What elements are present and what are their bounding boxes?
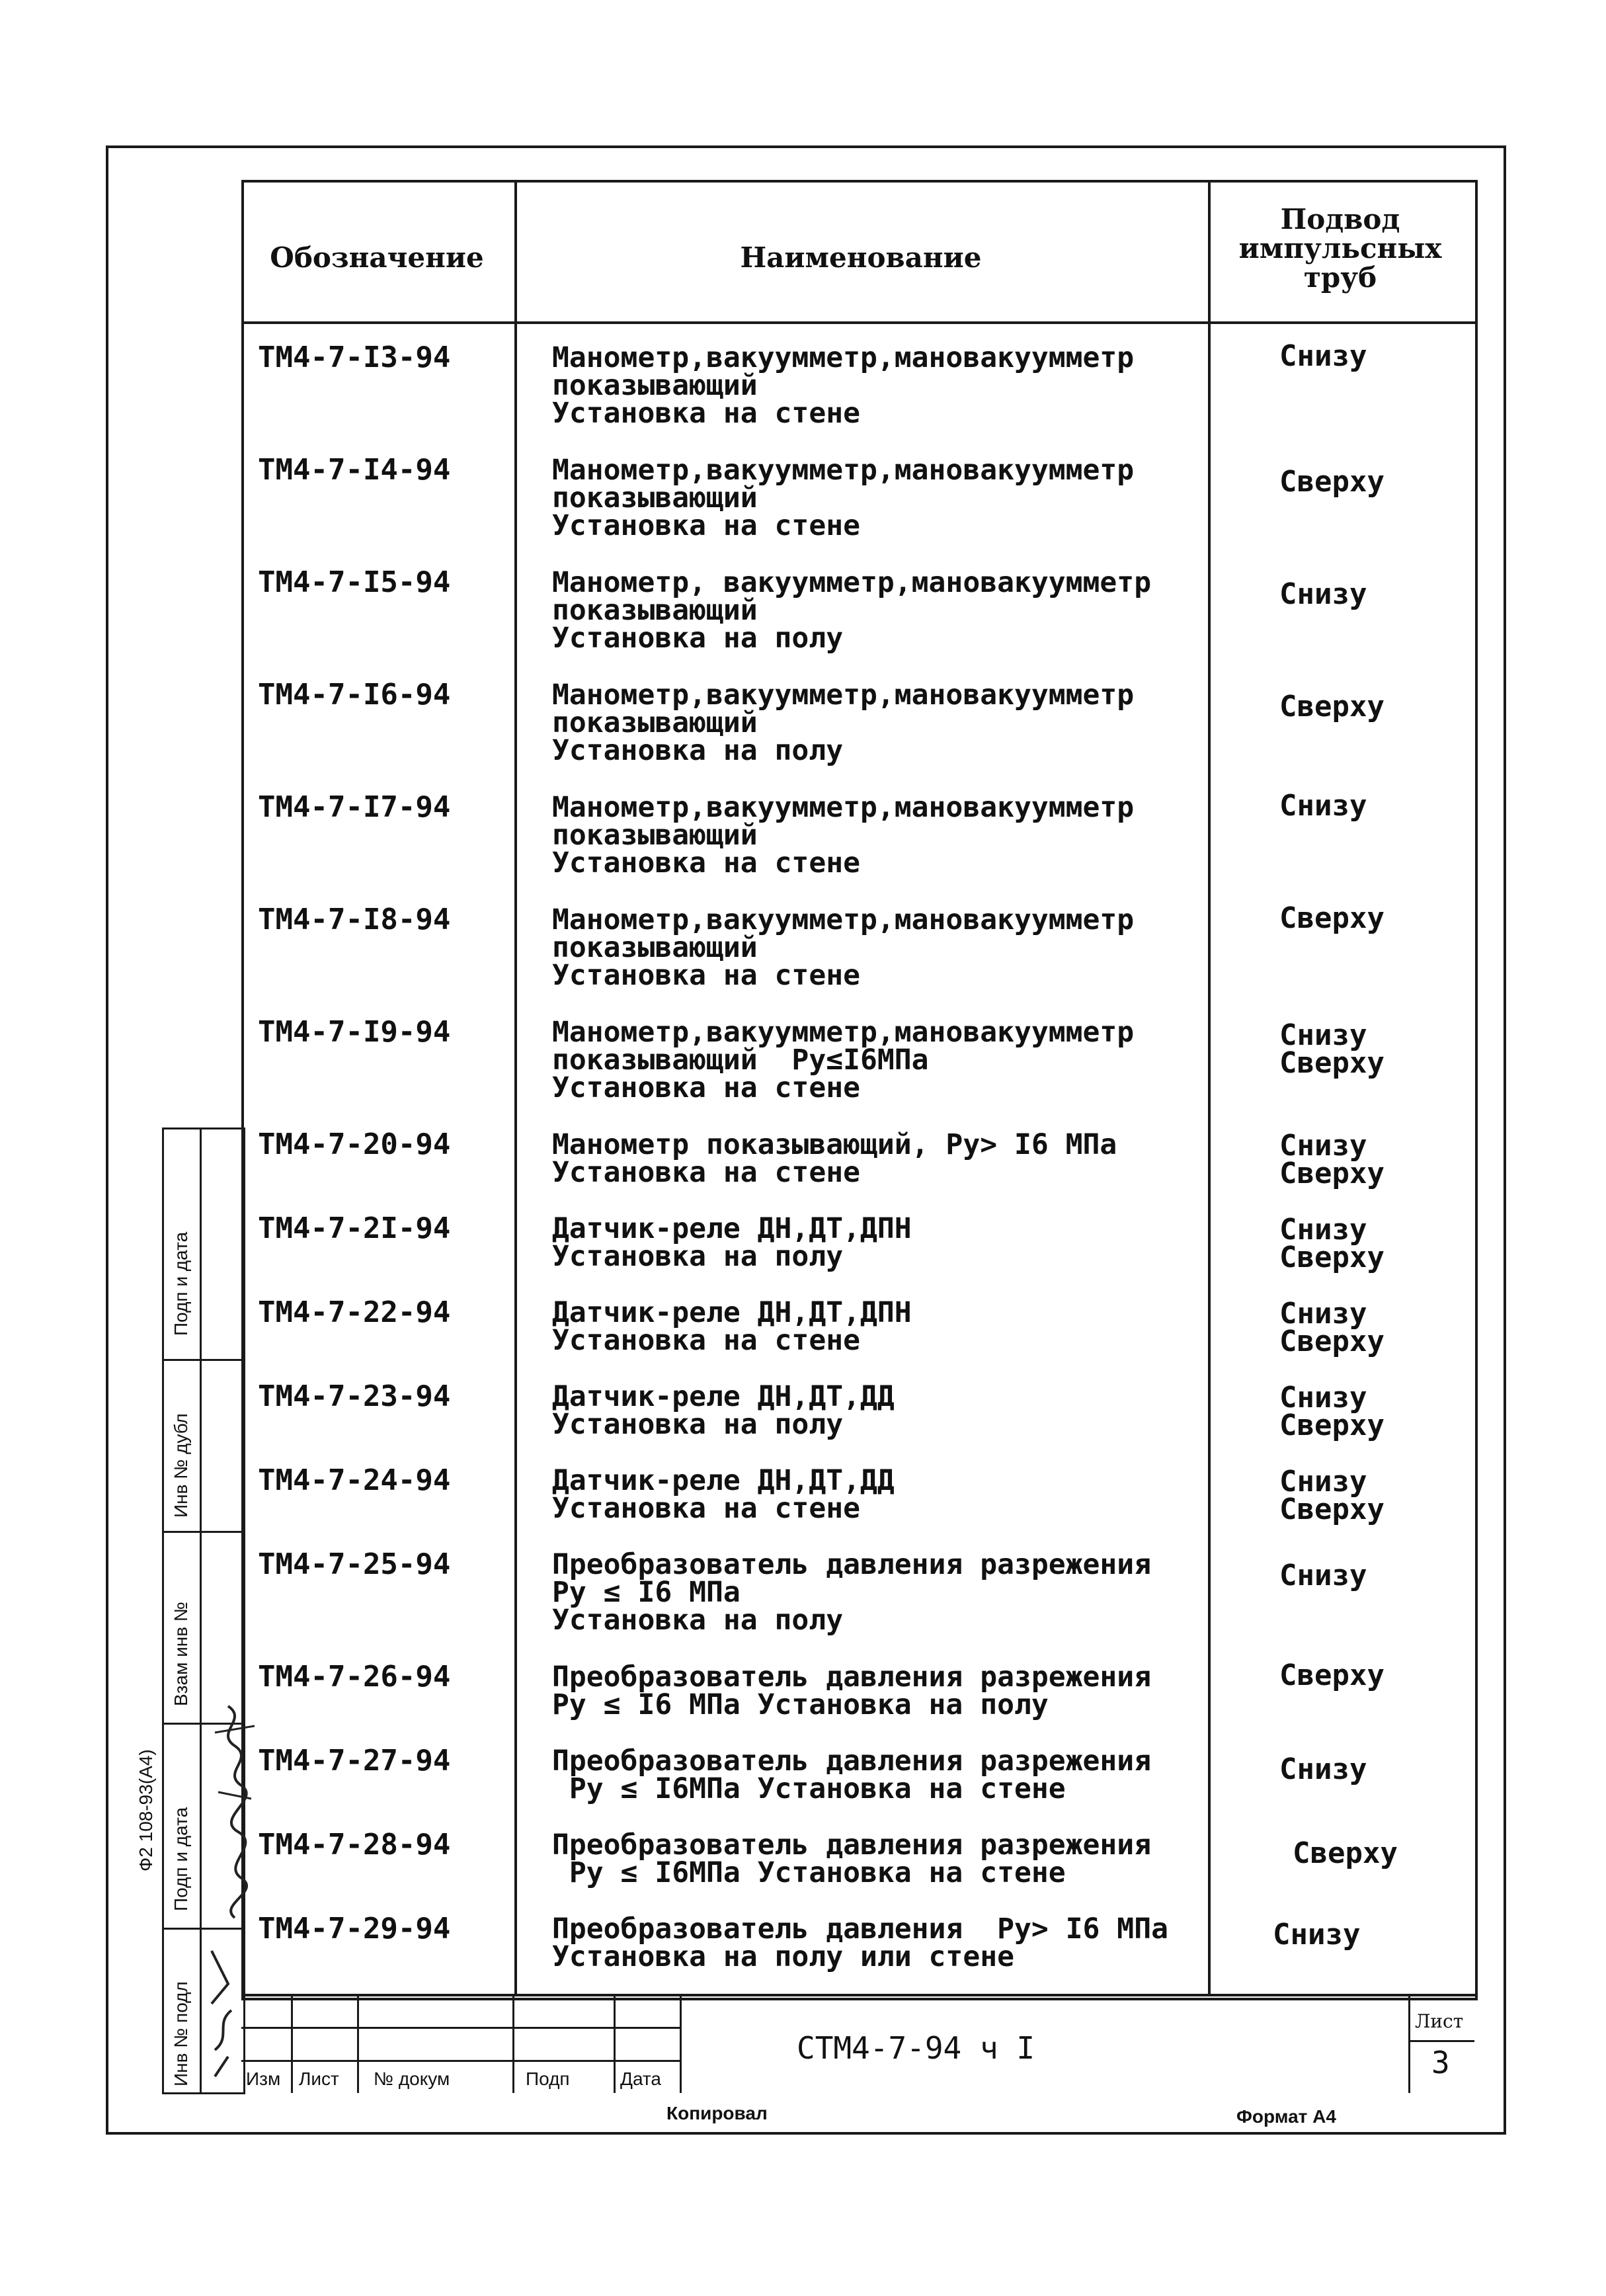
stamp-col-sheet xyxy=(1408,1994,1410,2093)
header-name: Наименование xyxy=(740,241,982,274)
row-name: Преобразователь давления разрежения Py ≤ I6 МПа Установка на полу xyxy=(552,1548,1152,1637)
row-supply: Снизу xyxy=(1279,577,1367,611)
stamp-izm-label: Изм xyxy=(246,2069,281,2089)
side-inv-dubl: Инв № дубл xyxy=(171,1413,191,1518)
row-name: Преобразователь давления разрежения Py ≤ I6 МПа Установка на полу xyxy=(552,1660,1152,1721)
row-supply: Снизу xyxy=(1273,1918,1361,1951)
footer-copied: Копировал xyxy=(666,2103,768,2123)
handwritten-number-mark xyxy=(202,1944,241,2083)
row-code: ТМ4-7-2I-94 xyxy=(258,1211,451,1245)
row-name: Манометр,вакуумметр,мановакуумметр показывающий Установка на полу xyxy=(552,678,1135,767)
row-code: ТМ4-7-26-94 xyxy=(258,1660,451,1694)
stamp-sheet-number: 3 xyxy=(1431,2045,1450,2080)
row-supply: Снизу xyxy=(1279,339,1367,373)
row-supply: Снизу Сверху xyxy=(1279,1381,1385,1442)
row-supply: Снизу Сверху xyxy=(1279,1129,1385,1190)
side-podp-data-top: Подп и дата xyxy=(171,1231,191,1336)
row-supply: Сверху xyxy=(1279,690,1385,723)
header-supply: Подвод импульсных труб xyxy=(1238,203,1442,294)
stamp-col-podp xyxy=(614,1994,616,2093)
stamp-list-label: Лист xyxy=(299,2069,339,2089)
row-supply: Снизу Сверху xyxy=(1279,1213,1385,1274)
side-strip-line-1 xyxy=(162,1359,243,1361)
side-strip-line-4 xyxy=(162,1928,243,1930)
stamp-podp-label: Подп xyxy=(526,2069,570,2089)
row-name: Преобразователь давления Py> I6 МПа Установка на полу или стене xyxy=(552,1912,1168,1973)
row-name: Манометр,вакуумметр,мановакуумметр показывающий Установка на стене xyxy=(552,341,1135,430)
row-name: Датчик-реле ДН,ДТ,ДПН Установка на полу xyxy=(552,1212,912,1273)
row-code: ТМ4-7-I9-94 xyxy=(258,1015,451,1049)
row-code: ТМ4-7-29-94 xyxy=(258,1912,451,1946)
stamp-col-izm xyxy=(291,1994,293,2093)
row-name: Датчик-реле ДН,ДТ,ДПН Установка на стене xyxy=(552,1296,912,1357)
row-supply: Снизу xyxy=(1279,1559,1367,1592)
row-supply: Снизу Сверху xyxy=(1279,1018,1385,1080)
row-code: ТМ4-7-20-94 xyxy=(258,1128,451,1161)
header-code: Обозначение xyxy=(270,241,484,274)
row-supply: Снизу xyxy=(1279,1752,1367,1786)
col-divider-2 xyxy=(1208,180,1211,1995)
row-name: Манометр,вакуумметр,мановакуумметр показывающий Установка на стене xyxy=(552,791,1135,880)
row-supply: Снизу Сверху xyxy=(1279,1465,1385,1526)
row-code: ТМ4-7-I6-94 xyxy=(258,678,451,712)
row-code: ТМ4-7-25-94 xyxy=(258,1547,451,1581)
stamp-col-date xyxy=(680,1994,682,2093)
row-code: ТМ4-7-24-94 xyxy=(258,1463,451,1497)
row-code: ТМ4-7-22-94 xyxy=(258,1295,451,1329)
row-name: Манометр,вакуумметр,мановакуумметр показывающий Py≤I6МПа Установка на стене xyxy=(552,1016,1135,1104)
row-name: Манометр, вакуумметр,мановакуумметр показывающий Установка на полу xyxy=(552,566,1152,655)
row-name: Датчик-реле ДН,ДТ,ДД Установка на стене xyxy=(552,1464,895,1525)
row-supply: Сверху xyxy=(1279,465,1385,499)
row-code: ТМ4-7-28-94 xyxy=(258,1828,451,1862)
stamp-col-doc xyxy=(512,1994,514,2093)
stamp-date-label: Дата xyxy=(620,2069,662,2089)
row-name: Манометр,вакуумметр,мановакуумметр показывающий Установка на стене xyxy=(552,454,1135,542)
stamp-top-line xyxy=(241,1994,1475,1996)
header-separator xyxy=(241,321,1475,324)
stamp-sheet-line xyxy=(1408,2040,1474,2042)
stamp-col-list xyxy=(357,1994,359,2093)
row-supply: Сверху xyxy=(1293,1836,1398,1870)
row-name: Манометр,вакуумметр,мановакуумметр показывающий Установка на стене xyxy=(552,903,1135,992)
row-code: ТМ4-7-23-94 xyxy=(258,1379,451,1413)
row-code: ТМ4-7-I8-94 xyxy=(258,903,451,936)
row-supply: Сверху xyxy=(1279,901,1385,935)
row-code: ТМ4-7-I5-94 xyxy=(258,565,451,599)
row-code: ТМ4-7-I7-94 xyxy=(258,790,451,824)
row-supply: Сверху xyxy=(1279,1659,1385,1692)
footer-format: Формат А4 xyxy=(1236,2106,1336,2127)
side-inv-podl: Инв № подл xyxy=(171,1981,191,2086)
side-vzam-inv: Взам инв № xyxy=(171,1602,191,1706)
handwritten-date-mark xyxy=(202,1693,268,1924)
row-name: Датчик-реле ДН,ДТ,ДД Установка на полу xyxy=(552,1380,895,1441)
row-name: Манометр показывающий, Py> I6 МПа Установка на стене xyxy=(552,1128,1117,1189)
side-strip-line-2 xyxy=(162,1531,243,1533)
row-code: ТМ4-7-I3-94 xyxy=(258,341,451,374)
row-supply: Снизу xyxy=(1279,789,1367,823)
row-supply: Снизу Сверху xyxy=(1279,1297,1385,1358)
row-name: Преобразователь давления разрежения Py ≤ I6МПа Установка на стене xyxy=(552,1828,1152,1889)
row-name: Преобразователь давления разрежения Py ≤ I6МПа Установка на стене xyxy=(552,1744,1152,1805)
side-podp-data-bottom: Подп и дата xyxy=(171,1807,191,1911)
row-code: ТМ4-7-I4-94 xyxy=(258,453,451,487)
stamp-sheet-label: Лист xyxy=(1415,2010,1464,2032)
stamp-document-code: СТМ4-7-94 ч I xyxy=(797,2030,1035,2066)
col-divider-1 xyxy=(514,180,517,1995)
side-form-code: Ф2 108-93(А4) xyxy=(136,1749,156,1871)
stamp-doc-label: № докум xyxy=(374,2069,450,2089)
row-code: ТМ4-7-27-94 xyxy=(258,1744,451,1778)
